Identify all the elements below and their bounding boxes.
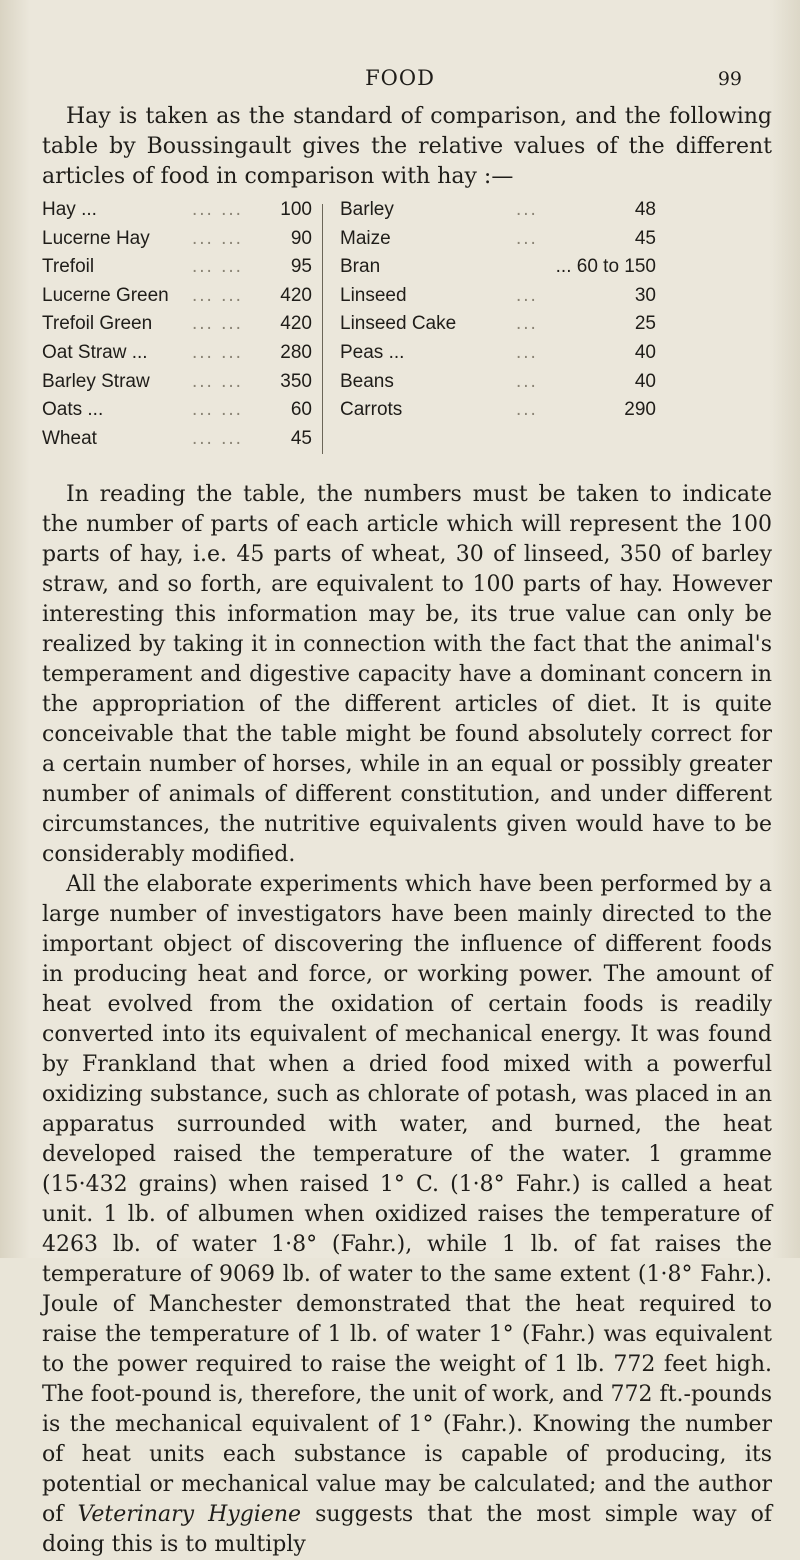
table-row	[340, 196, 656, 225]
food-value: 48	[634, 199, 656, 220]
dot-leaders: ...	[516, 313, 538, 335]
intro-paragraph	[42, 102, 772, 192]
table-row	[42, 282, 312, 311]
food-value: 350	[280, 370, 312, 392]
food-name: Linseed Cake	[340, 313, 457, 335]
column-divider	[322, 204, 323, 454]
dot-leaders: ... ...	[192, 341, 243, 363]
paragraph-text: suggests that the most simple way of doing this is to multiply	[42, 1502, 773, 1557]
body-text	[42, 480, 772, 1560]
page-header	[0, 66, 800, 96]
food-name: Lucerne Hay	[42, 227, 150, 249]
food-value: 100	[280, 199, 312, 220]
food-value: 95	[290, 256, 312, 278]
food-name: Beans	[340, 370, 394, 392]
dot-leaders: ... ...	[192, 427, 243, 449]
food-value: 40	[634, 370, 656, 392]
food-name: Linseed	[340, 284, 407, 306]
food-value: 25	[634, 313, 656, 335]
dot-leaders: ... ...	[192, 399, 243, 421]
food-name: Maize	[340, 227, 391, 249]
food-value: 420	[280, 313, 312, 335]
intro-text: Hay is taken as the standard of comparison, and the following table by Boussingault gives the relative values of the different articles of food in comparison with hay :—	[42, 104, 772, 189]
dot-leaders: ...	[516, 399, 538, 421]
dot-leaders: ... ...	[192, 199, 243, 220]
dot-leaders: ... ...	[192, 313, 243, 335]
food-value: 60	[290, 399, 312, 421]
page-number: 99	[717, 68, 742, 90]
food-name: Trefoil	[42, 256, 95, 278]
table-row	[340, 253, 656, 282]
table-row	[340, 225, 656, 254]
table-row	[42, 225, 312, 254]
food-name: Wheat	[42, 427, 97, 449]
dot-leaders: ...	[516, 341, 538, 363]
book-title: Veterinary Hygiene	[77, 1502, 302, 1527]
food-value: 280	[280, 341, 312, 363]
dot-leaders: ... ...	[192, 370, 243, 392]
food-name: Trefoil Green	[42, 313, 153, 335]
table-row	[42, 339, 312, 368]
food-value: 45	[634, 227, 656, 249]
dot-leaders: ... ...	[192, 256, 243, 278]
body-paragraph	[42, 870, 772, 1560]
dot-leaders: ... ...	[192, 227, 243, 249]
food-name: Lucerne Green	[42, 284, 169, 306]
table-row	[42, 253, 312, 282]
paragraph-text: All the elaborate experiments which have been performed by a large number of investigators have been mainly directed to the important object of discovering the influence of different foods in producing heat and force, or working power. The amount of heat evolved from the oxidation of certain foods is readily converted into its equivalent of mechanical energy. It was found by Frankland that when a dried food mixed with a powerful oxidizing substance, such as chlorate of potash, was placed in an apparatus surrounded with water, and burned, the heat developed raised the temperature of the water. 1 gramme (15·432 grains) when raised 1° C. (1·8° Fahr.) is called a heat unit. 1 lb. of albumen when oxidized raises the temperature of 4263 lb. of water 1·8° (Fahr.), while 1 lb. of fat raises the temperature of 9069 lb. of water to the same extent (1·8° Fahr.). Joule of Manchester demonstrated that the heat required to raise the temperature of 1 lb. of water 1° (Fahr.) was equivalent to the power required to raise the weight of 1 lb. 772 feet high. The foot-pound is, therefore, the unit of work, and 772 ft.-pounds is the mechanical equivalent of 1° (Fahr.). Knowing the number of heat units each substance is capable of producing, its potential or mechanical value may be calculated; and the author of	[42, 872, 772, 1527]
dot-leaders: ... ...	[192, 284, 243, 306]
food-value: 290	[624, 399, 656, 421]
table-row	[42, 310, 312, 339]
dot-leaders: ...	[516, 227, 538, 249]
table-right-column	[340, 196, 656, 425]
food-value: ... 60 to 150	[555, 256, 656, 278]
table-left-column	[42, 196, 312, 453]
table-row	[340, 368, 656, 397]
food-name: Peas ...	[340, 341, 405, 363]
dot-leaders: ...	[516, 199, 538, 220]
table-row	[42, 425, 312, 454]
food-value: 90	[290, 227, 312, 249]
food-name: Oats ...	[42, 399, 104, 421]
food-name: Barley Straw	[42, 370, 150, 392]
running-head: FOOD	[365, 66, 435, 90]
food-name: Oat Straw ...	[42, 341, 148, 363]
body-paragraph: In reading the table, the numbers must be taken to indicate the number of parts of each article which will represent the 100 parts of hay, i.e. 45 parts of wheat, 30 of linseed, 350 of barley straw, and so forth, are equivalent to 100 parts of hay. However interesting this information may be, its true value can only be realized by taking it in connection with the fact that the animal's temperament and digestive capacity have a dominant concern in the appropriation of the different articles of diet. It is quite conceivable that the table might be found absolutely correct for a certain number of horses, while in an equal or possibly greater number of animals of different constitution, and under different circumstances, the nutritive equivalents given would have to be considerably modified.	[42, 482, 772, 867]
food-value: 40	[634, 341, 656, 363]
food-name: Carrots	[340, 399, 403, 421]
table-row	[340, 310, 656, 339]
food-value: 420	[280, 284, 312, 306]
dot-leaders: ...	[516, 370, 538, 392]
table-row	[42, 196, 312, 225]
food-name: Barley	[340, 199, 394, 220]
table-row	[42, 368, 312, 397]
food-value: 30	[634, 284, 656, 306]
food-value: 45	[290, 427, 312, 449]
dot-leaders: ...	[516, 284, 538, 306]
table-row	[340, 396, 656, 425]
table-row	[42, 396, 312, 425]
food-name: Hay ...	[42, 199, 97, 220]
table-row	[340, 282, 656, 311]
table-row	[340, 339, 656, 368]
food-name: Bran	[340, 256, 381, 278]
